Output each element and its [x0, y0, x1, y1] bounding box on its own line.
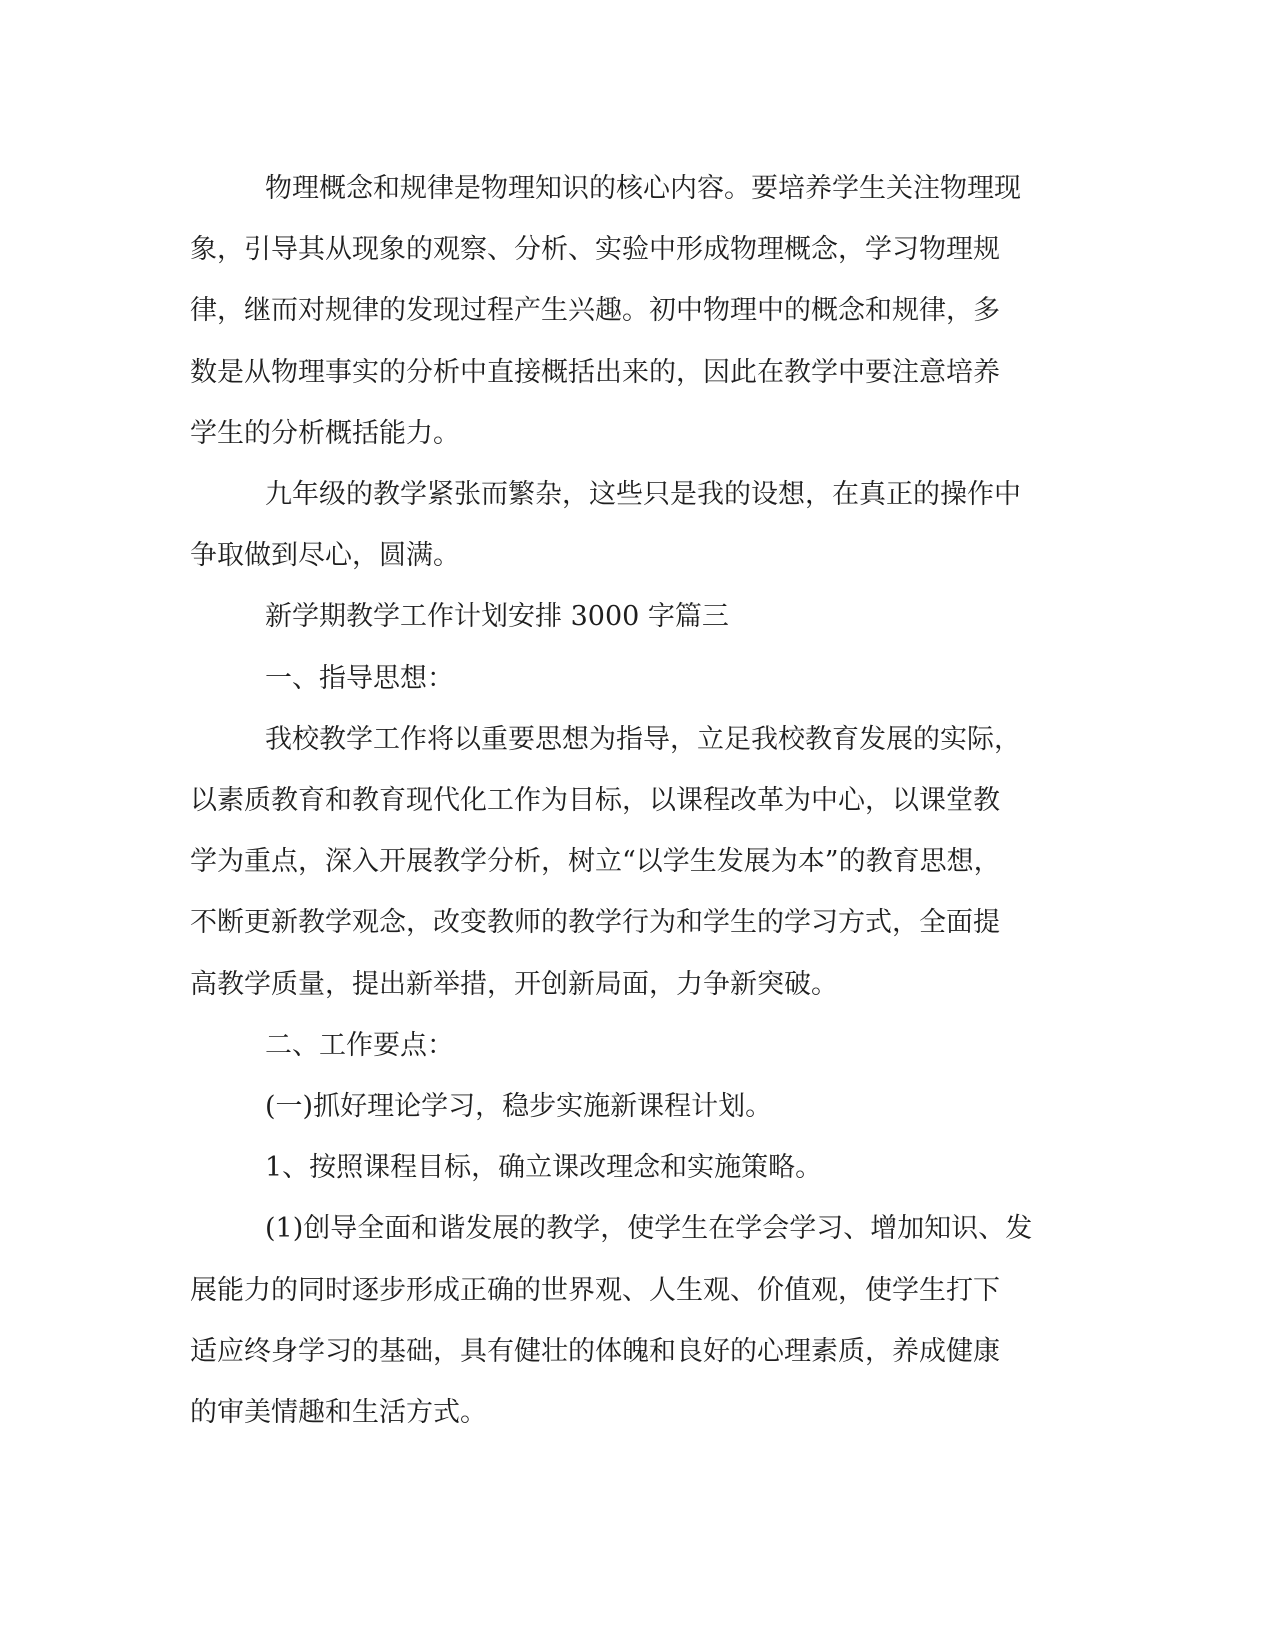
- text-line: 学为重点，深入开展教学分析，树立“以学生发展为本”的教育思想，: [190, 846, 1001, 878]
- paragraph-grade-nine: [190, 464, 1090, 586]
- text-line: (1)创导全面和谐发展的教学，使学生在学会学习、增加知识、发: [265, 1213, 1033, 1245]
- text-line: 高教学质量，提出新举措，开创新局面，力争新突破。: [190, 968, 838, 1000]
- heading-work-points: [190, 1015, 1090, 1076]
- text-line: 学生的分析概括能力。: [190, 417, 460, 449]
- item-theory-study: [190, 1076, 1090, 1137]
- text-line: 的审美情趣和生活方式。: [190, 1397, 487, 1429]
- text-line: 不断更新教学观念，改变教师的教学行为和学生的学习方式，全面提: [190, 907, 1000, 939]
- document-body: [190, 158, 1090, 1443]
- paragraph-physics-concepts: [190, 158, 1090, 464]
- paragraph-harmonious-development: [190, 1198, 1090, 1443]
- section-heading: 新学期教学工作计划安排 3000 字篇三: [265, 601, 729, 633]
- subheading: 二、工作要点：: [265, 1029, 454, 1061]
- text-line: 律，继而对规律的发现过程产生兴趣。初中物理中的概念和规律，多: [190, 295, 1000, 327]
- text-line: 我校教学工作将以重要思想为指导，立足我校教育发展的实际，: [265, 723, 1021, 755]
- text-line: 数是从物理事实的分析中直接概括出来的，因此在教学中要注意培养: [190, 356, 1000, 388]
- text-line: 以素质教育和教育现代化工作为目标，以课程改革为中心，以课堂教: [190, 785, 1000, 817]
- list-item: (一)抓好理论学习，稳步实施新课程计划。: [265, 1091, 773, 1123]
- text-line: 九年级的教学紧张而繁杂，这些只是我的设想，在真正的操作中: [265, 479, 1021, 511]
- section-title: [190, 586, 1090, 647]
- text-line: 象，引导其从现象的观察、分析、实验中形成物理概念，学习物理规: [190, 234, 1000, 266]
- item-curriculum-goals: [190, 1137, 1090, 1198]
- text-line: 物理概念和规律是物理知识的核心内容。要培养学生关注物理现: [265, 173, 1021, 204]
- text-line: 争取做到尽心，圆满。: [190, 540, 460, 572]
- subheading: 一、指导思想：: [265, 662, 454, 694]
- heading-guiding-ideology: [190, 648, 1090, 709]
- text-line: 展能力的同时逐步形成正确的世界观、人生观、价值观，使学生打下: [190, 1274, 1000, 1306]
- list-item: 1、按照课程目标，确立课改理念和实施策略。: [265, 1152, 823, 1184]
- text-line: 适应终身学习的基础，具有健壮的体魄和良好的心理素质，养成健康: [190, 1335, 1000, 1367]
- paragraph-guiding-ideology: [190, 709, 1090, 1015]
